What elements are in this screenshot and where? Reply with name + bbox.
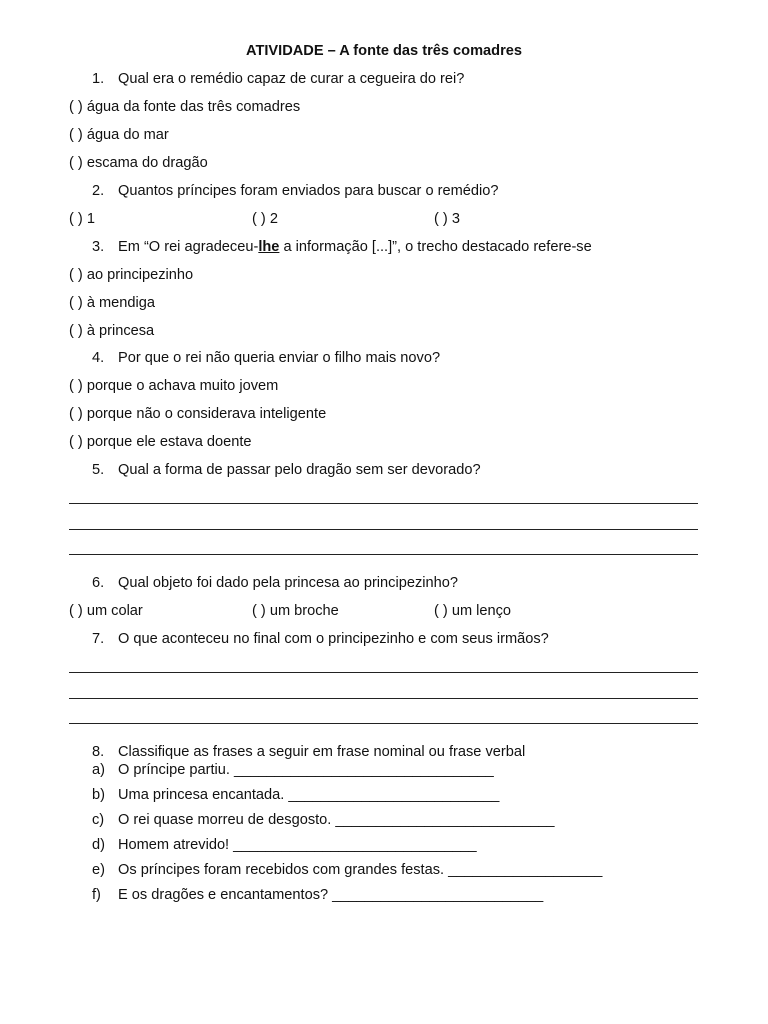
question-2 bbox=[92, 182, 498, 200]
q2-option-1: ( ) 1 bbox=[69, 211, 95, 227]
question-text: Qual objeto foi dado pela princesa ao principezinho? bbox=[118, 575, 458, 591]
item-letter: b) bbox=[92, 787, 105, 803]
q4-option-2: ( ) porque não o considerava inteligente bbox=[69, 406, 327, 422]
answer-line[interactable] bbox=[69, 503, 698, 504]
answer-line[interactable] bbox=[69, 723, 698, 724]
question-number: 4. bbox=[92, 350, 105, 366]
question-number: 2. bbox=[92, 183, 105, 199]
q8-item-b bbox=[92, 786, 499, 804]
q6-option-2: ( ) um broche bbox=[252, 603, 339, 619]
q2-option-3: ( ) 3 bbox=[434, 211, 460, 227]
q4-option-3: ( ) porque ele estava doente bbox=[69, 434, 252, 450]
question-number: 1. bbox=[92, 71, 105, 87]
q3-option-3: ( ) à princesa bbox=[69, 323, 155, 339]
q8-item-c bbox=[92, 811, 555, 829]
answer-line[interactable] bbox=[69, 698, 698, 699]
question-7 bbox=[92, 630, 549, 648]
question-number: 3. bbox=[92, 239, 105, 255]
question-text: Classifique as frases a seguir em frase nominal ou frase verbal bbox=[118, 744, 526, 760]
q8-item-f bbox=[92, 886, 543, 904]
question-3 bbox=[92, 238, 592, 256]
q8-item-a bbox=[92, 761, 494, 779]
item-text: E os dragões e encantamentos? __________________________ bbox=[118, 887, 544, 903]
question-text: O que aconteceu no final com o principezinho e com seus irmãos? bbox=[118, 631, 549, 647]
question-text: Por que o rei não queria enviar o filho mais novo? bbox=[118, 350, 441, 366]
item-text: Uma princesa encantada. __________________________ bbox=[118, 787, 500, 803]
page-title: ATIVIDADE – A fonte das três comadres bbox=[246, 43, 522, 59]
question-number: 7. bbox=[92, 631, 105, 647]
q6-option-3: ( ) um lenço bbox=[434, 603, 512, 619]
item-letter: e) bbox=[92, 862, 105, 878]
question-5 bbox=[92, 461, 481, 479]
q8-item-e bbox=[92, 861, 602, 879]
q3-option-2: ( ) à mendiga bbox=[69, 295, 155, 311]
question-4 bbox=[92, 349, 440, 367]
answer-line[interactable] bbox=[69, 554, 698, 555]
item-text: Os príncipes foram recebidos com grandes festas. ___________________ bbox=[118, 862, 603, 878]
q3-option-1: ( ) ao principezinho bbox=[69, 267, 194, 283]
question-text: Quantos príncipes foram enviados para buscar o remédio? bbox=[118, 183, 499, 199]
q1-option-3: ( ) escama do dragão bbox=[69, 155, 208, 171]
question-text: Qual a forma de passar pelo dragão sem ser devorado? bbox=[118, 462, 481, 478]
q1-option-1: ( ) água da fonte das três comadres bbox=[69, 99, 301, 115]
q8-item-d bbox=[92, 836, 477, 854]
item-text: Homem atrevido! ______________________________ bbox=[118, 837, 477, 853]
item-letter: f) bbox=[92, 887, 101, 903]
question-text-end: a informação [...]”, o trecho destacado refere-se bbox=[279, 239, 592, 255]
item-text: O príncipe partiu. ________________________________ bbox=[118, 762, 494, 778]
question-text-start: Em “O rei agradeceu- bbox=[118, 239, 259, 255]
question-number: 5. bbox=[92, 462, 105, 478]
question-number: 6. bbox=[92, 575, 105, 591]
q2-option-2: ( ) 2 bbox=[252, 211, 278, 227]
q1-option-2: ( ) água do mar bbox=[69, 127, 169, 143]
q6-option-1: ( ) um colar bbox=[69, 603, 143, 619]
item-letter: c) bbox=[92, 812, 105, 828]
item-letter: a) bbox=[92, 762, 105, 778]
answer-line[interactable] bbox=[69, 672, 698, 673]
answer-line[interactable] bbox=[69, 529, 698, 530]
item-letter: d) bbox=[92, 837, 105, 853]
question-8 bbox=[92, 743, 525, 761]
question-text: Qual era o remédio capaz de curar a cegueira do rei? bbox=[118, 71, 465, 87]
q4-option-1: ( ) porque o achava muito jovem bbox=[69, 378, 279, 394]
question-1 bbox=[92, 70, 464, 88]
item-text: O rei quase morreu de desgosto. ___________________________ bbox=[118, 812, 555, 828]
highlighted-word: lhe bbox=[258, 239, 280, 255]
question-6 bbox=[92, 574, 458, 592]
question-number: 8. bbox=[92, 744, 105, 760]
